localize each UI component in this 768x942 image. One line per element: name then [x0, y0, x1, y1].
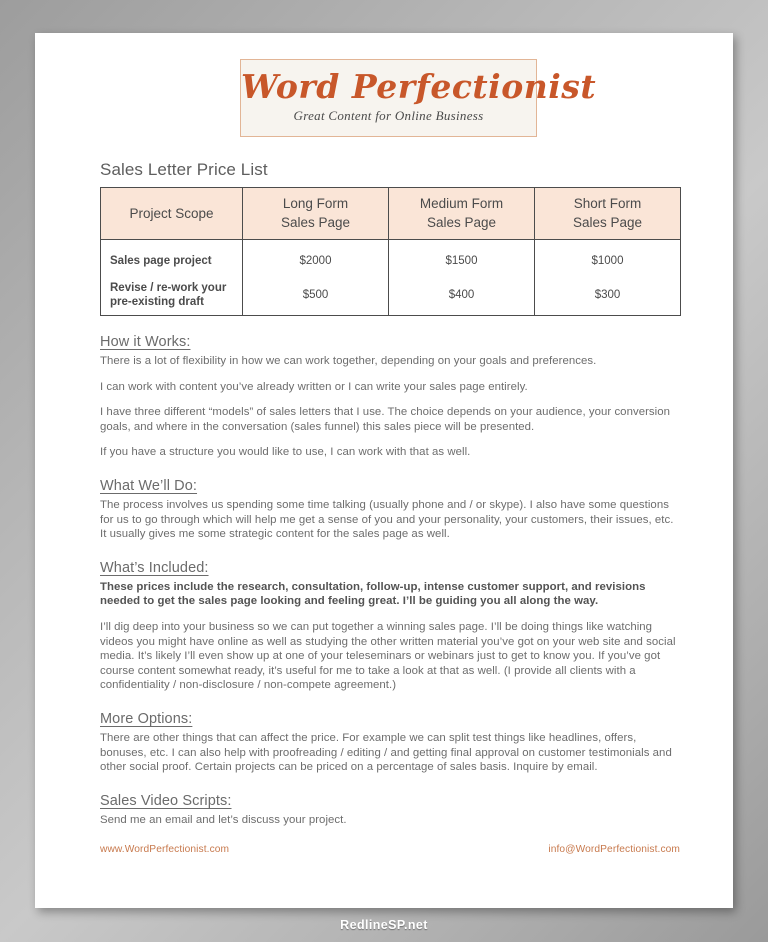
price-table [100, 187, 681, 316]
document-content [100, 160, 680, 827]
section-paragraph: I have three different “models” of sales letters that I use. The choice depends on your audience, your conversion goals, and where in the conversation (sales funnel) this sales piece will be presented. [100, 406, 671, 433]
column-header-line-1: Project Scope [129, 205, 214, 221]
column-header-line-2: Sales Page [280, 215, 351, 230]
section-heading: Sales Video Scripts: [100, 792, 232, 809]
section-paragraph: If you have a structure you would like to use, I can work with that as well. [100, 446, 471, 459]
price-table-head [101, 188, 681, 240]
price-table-body [101, 240, 681, 316]
section-paragraph: I’ll dig deep into your business so we can put together a winning sales page. I’ll be doing things like watching videos you might have online as well as studying the other written material you’ve got on your web site and social media. It’s likely I’ll even show up at one of your teleseminars or webinars just to get to know you. If you’ve got course content somewhat ready, it’s useful for me to take a look at that as well. (I provide all clients with a confidentiality / non-disclosure / non-compete agreement.) [100, 620, 676, 692]
section-paragraph: I can work with content you’ve already written or I can write your sales page entirely. [100, 380, 528, 393]
section-how-it-works [100, 334, 680, 460]
section-paragraph: Send me an email and let’s discuss your project. [100, 813, 347, 826]
price-long-form: $500 [243, 278, 389, 316]
brand-logo-title: Word Perfectionist [241, 67, 597, 106]
page-title: Sales Letter Price List [100, 160, 268, 179]
section-bold-paragraph: These prices include the research, consultation, follow-up, intense customer support, and revisions needed to get the sales page looking and feeling great. I’ll be guiding you all along the way. [100, 580, 646, 608]
row-scope-line-1: Revise / re-work your [110, 281, 227, 294]
price-medium-form: $1500 [389, 240, 535, 278]
column-header-short-form [535, 188, 681, 240]
section-what-well-do [100, 478, 680, 542]
brand-logo [240, 59, 597, 137]
price-short-form: $1000 [535, 240, 681, 278]
column-header-line-2: Sales Page [426, 215, 497, 230]
brand-logo-tagline: Great Content for Online Business [293, 108, 484, 123]
column-header-line-1: Long Form [282, 196, 349, 211]
row-scope-line-2: pre-existing draft [110, 295, 204, 308]
section-paragraph: There are other things that can affect the price. For example we can split test things like headlines, offers, bonuses, etc. I can also help with proofreading / editing / and getting final approval on customer testimonials and other social proof. Certain projects can be priced on a percentage of sales basis. Inquire by email. [100, 731, 672, 774]
section-whats-included [100, 560, 680, 693]
row-scope-line-1: Sales page project [110, 255, 212, 268]
column-header-medium-form [389, 188, 535, 240]
section-paragraph: The process involves us spending some time talking (usually phone and / or skype). I also have some questions for us to go through which will help me get a sense of you and your personality, your customers, their issues, etc. It usually gives me some strategic content for the sales page as well. [100, 498, 674, 541]
column-header-line-1: Medium Form [419, 196, 504, 211]
column-header-project-scope [101, 188, 243, 240]
price-short-form: $300 [535, 278, 681, 316]
column-header-line-2: Sales Page [572, 215, 643, 230]
table-row [101, 240, 681, 278]
column-header-line-1: Short Form [573, 196, 642, 211]
section-sales-video-scripts [100, 793, 680, 828]
section-heading: How it Works: [100, 334, 191, 350]
row-scope-label [101, 240, 243, 278]
table-row [101, 278, 681, 316]
section-heading: What We’ll Do: [100, 477, 198, 494]
section-heading: What’s Included: [100, 559, 209, 576]
website-link[interactable]: www.WordPerfectionist.com [100, 844, 230, 855]
document-page [35, 33, 733, 908]
row-scope-label [101, 278, 243, 316]
footer [100, 844, 680, 855]
price-medium-form: $400 [389, 278, 535, 316]
watermark: RedlineSP.net [340, 918, 428, 932]
column-header-long-form [243, 188, 389, 240]
table-header-row [101, 188, 681, 240]
section-more-options [100, 711, 680, 775]
section-heading: More Options: [100, 710, 193, 727]
price-long-form: $2000 [243, 240, 389, 278]
email-link[interactable]: info@WordPerfectionist.com [548, 844, 680, 855]
section-paragraph: There is a lot of flexibility in how we can work together, depending on your goals and preferences. [100, 355, 597, 367]
